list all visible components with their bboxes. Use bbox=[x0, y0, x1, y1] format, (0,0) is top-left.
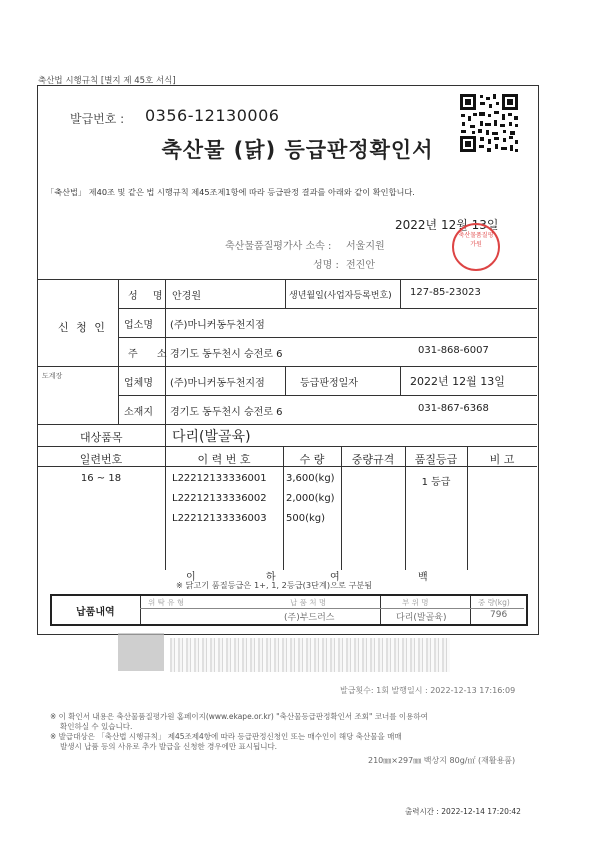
delivery-label: 납품내역 bbox=[76, 607, 115, 618]
paper-spec: 210㎜×297㎜ 백상지 80g/㎡ (재활용품) bbox=[368, 756, 516, 765]
applicant-phone: 031-868-6007 bbox=[418, 345, 489, 356]
plant-name-label: 업체명 bbox=[124, 378, 153, 389]
delivery-header-customer: 납 품 처 명 bbox=[290, 598, 327, 607]
affiliation-value: 서울지원 bbox=[346, 241, 385, 252]
rule bbox=[37, 424, 537, 425]
rule bbox=[140, 596, 141, 624]
note-line: 확인하실 수 있습니다. bbox=[60, 722, 133, 731]
plant-side-label: 도계장 bbox=[42, 372, 63, 380]
footer-mark-yeo: 여 bbox=[330, 572, 340, 583]
rule bbox=[165, 424, 166, 446]
trace-number: L22212133336002 bbox=[172, 493, 267, 504]
rule bbox=[380, 596, 381, 624]
applicant-name: 안경원 bbox=[172, 291, 201, 302]
product-value: 다리(발골육) bbox=[172, 429, 251, 445]
birth-label: 생년월일(사업자등록번호) bbox=[289, 291, 392, 301]
issue-number: 0356-12130006 bbox=[145, 106, 280, 125]
applicant-section-label: 신 청 인 bbox=[58, 321, 107, 334]
product-label: 대상품목 bbox=[80, 431, 123, 444]
rule bbox=[37, 366, 537, 367]
document-frame bbox=[37, 85, 539, 635]
rule bbox=[400, 279, 401, 308]
applicant-address: 경기도 동두천시 승전로 6 bbox=[170, 349, 283, 360]
inspector-name-label: 성명 : bbox=[313, 260, 339, 271]
grade-value: 1 등급 bbox=[421, 477, 451, 488]
address-label: 주 소 bbox=[128, 349, 175, 360]
plant-location: 경기도 동두천시 승전로 6 bbox=[170, 407, 283, 418]
issue-date: 2022년 12월 13일 bbox=[395, 218, 499, 232]
inspector-name: 전진안 bbox=[346, 260, 375, 271]
plant-name: (주)마니커동두천지점 bbox=[170, 378, 265, 389]
rule bbox=[37, 446, 537, 447]
note-line: ※ 이 확인서 내용은 축산물품질평가원 홈페이지(www.ekape.or.kr) "축산물등급판정확인서 조회" 코너를 이용하여 bbox=[50, 712, 428, 721]
col-header-grade: 품질등급 bbox=[414, 453, 458, 466]
official-seal bbox=[452, 223, 500, 271]
delivery-part: 다리(발골육) bbox=[396, 613, 447, 623]
print-info: 발급횟수: 1회 발행일시 : 2022-12-13 17:16:09 bbox=[340, 686, 516, 695]
trace-number: L22212133336003 bbox=[172, 513, 267, 524]
rule bbox=[118, 279, 119, 424]
col-header-quantity: 수 량 bbox=[299, 453, 325, 466]
delivery-header-part: 부 위 명 bbox=[402, 598, 429, 607]
affiliation-label: 축산물품질평가사 소속 : bbox=[225, 241, 332, 252]
output-time: 출력시간 : 2022-12-14 17:20:42 bbox=[405, 807, 521, 816]
rule bbox=[37, 279, 537, 280]
rule bbox=[118, 395, 537, 396]
serial-range: 16 ~ 18 bbox=[80, 473, 122, 484]
note-line: 발생시 납품 등의 사유로 추가 발급을 신청한 경우에만 표시됩니다. bbox=[60, 742, 278, 751]
faded-stamp bbox=[118, 633, 164, 671]
trace-number: L22212133336001 bbox=[172, 473, 267, 484]
rule bbox=[400, 366, 401, 395]
document-title: 축산물 (닭) 등급판정확인서 bbox=[161, 138, 434, 162]
quantity: 3,600(kg) bbox=[286, 473, 335, 484]
business-name-label: 업소명 bbox=[124, 320, 153, 331]
rule bbox=[118, 308, 537, 309]
grade-note: ※ 닭고기 품질등급은 1+, 1, 2등급(3단계)으로 구분됨 bbox=[176, 580, 373, 590]
footer-mark-ha: 하 bbox=[266, 572, 276, 583]
footer-mark-i: 이 bbox=[186, 572, 196, 583]
quantity: 2,000(kg) bbox=[286, 493, 335, 504]
plant-location-label: 소재지 bbox=[124, 407, 153, 418]
note-line: ※ 발급대상은 「축산법 시행규칙」 제45조제4항에 따라 등급판정신청인 또는 매수인이 해당 축산물을 매매 bbox=[50, 732, 402, 741]
rule bbox=[140, 608, 524, 609]
rule bbox=[285, 366, 286, 395]
col-header-trace: 이 력 번 호 bbox=[197, 453, 251, 466]
col-header-remarks: 비 고 bbox=[489, 453, 515, 466]
business-name: (주)마니커동두천지점 bbox=[170, 320, 265, 331]
applicant-name-label: 성 명 bbox=[128, 291, 169, 302]
delivery-weight: 796 bbox=[490, 610, 508, 620]
rule bbox=[118, 337, 537, 338]
seal-text: 축산물품질평가원 bbox=[458, 232, 494, 248]
business-reg-number: 127-85-23023 bbox=[410, 287, 481, 298]
delivery-header-weight: 중 량(kg) bbox=[478, 598, 510, 607]
grading-date-label: 등급판정일자 bbox=[300, 378, 358, 389]
col-header-serial: 일련번호 bbox=[79, 453, 123, 466]
issue-number-label: 발급번호 : bbox=[70, 112, 125, 126]
grading-date: 2022년 12월 13일 bbox=[410, 375, 505, 388]
delivery-header-type: 위 탁 유 형 bbox=[148, 598, 185, 607]
intro-text: 「축산법」 제40조 및 같은 법 시행규칙 제45조제1항에 따라 등급판정 결과를 아래와 같이 확인합니다. bbox=[46, 187, 415, 197]
rule bbox=[285, 279, 286, 308]
faded-barcode bbox=[170, 638, 450, 672]
rule bbox=[470, 596, 471, 624]
plant-phone: 031-867-6368 bbox=[418, 403, 489, 414]
col-header-weight-spec: 중량규격 bbox=[351, 453, 395, 466]
form-reference: 축산법 시행규칙 [별지 제 45호 서식] bbox=[38, 76, 176, 86]
quantity: 500(kg) bbox=[286, 513, 326, 524]
footer-mark-baek: 백 bbox=[418, 572, 428, 583]
delivery-customer: (주)부드러스 bbox=[284, 613, 335, 623]
